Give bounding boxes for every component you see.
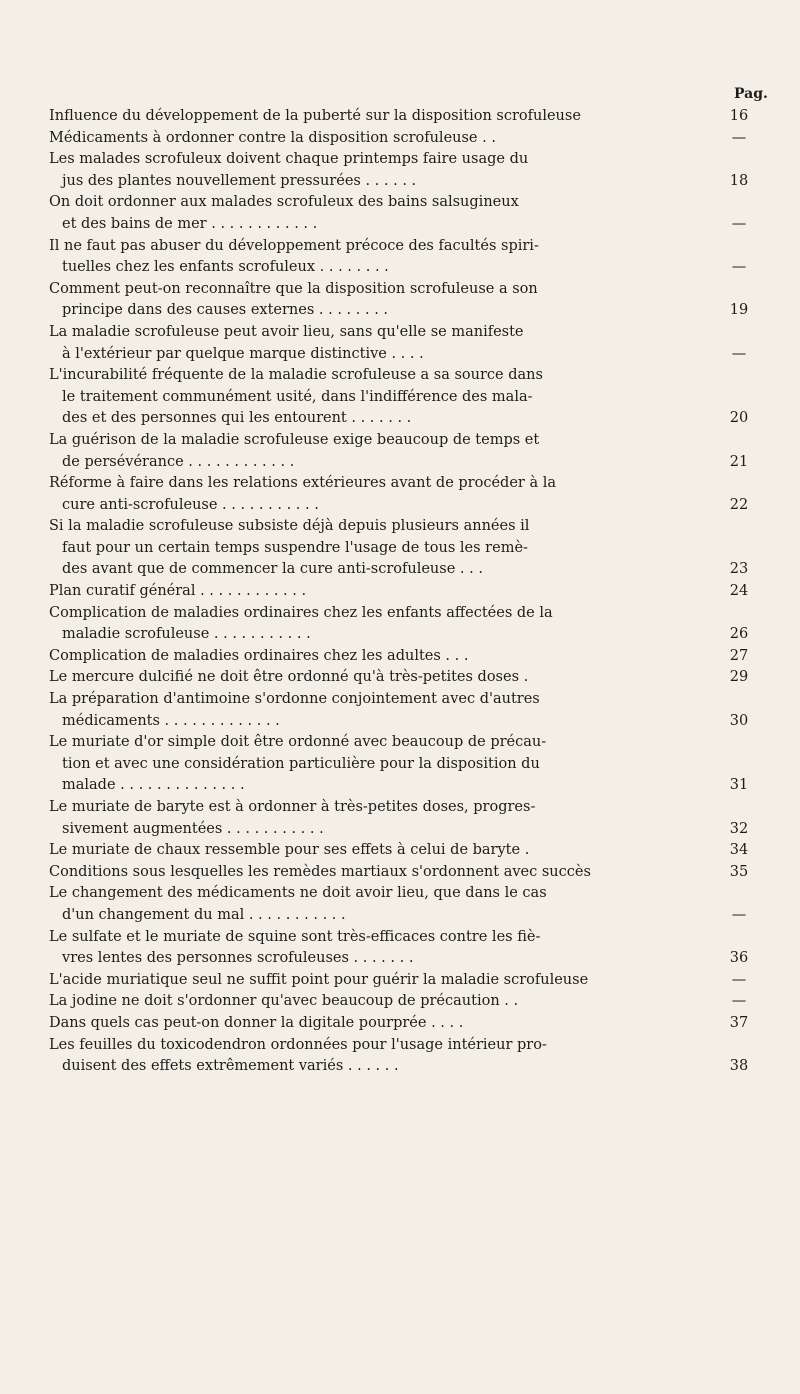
toc-entry xyxy=(0,581,800,603)
toc-entry-page-number: 18 xyxy=(729,172,749,189)
toc-entry-page-number: — xyxy=(731,906,747,923)
toc-entry-page-number: 36 xyxy=(729,950,749,967)
toc-entry-page-number: 35 xyxy=(729,863,749,880)
toc-entry-line: Le muriate de baryte est à ordonner à très-petites doses, progres- xyxy=(49,799,536,815)
toc-entry xyxy=(0,862,800,884)
toc-entry-page-number: 32 xyxy=(729,820,749,837)
toc-entry-line: Les feuilles du toxicodendron ordonnées pour l'usage intérieur pro- xyxy=(49,1036,547,1053)
toc-entry xyxy=(0,927,800,970)
toc-entry-line: La jodine ne doit s'ordonner qu'avec beaucoup de précaution . . xyxy=(49,993,519,1010)
toc-entry xyxy=(0,236,800,279)
toc-entry-line: d'un changement du mal . . . . . . . . . . . xyxy=(62,906,346,923)
toc-entry-page-number: 26 xyxy=(729,626,749,643)
toc-entry-page-number: — xyxy=(731,215,747,232)
toc-entry-text xyxy=(0,279,709,322)
toc-entry xyxy=(0,473,800,516)
toc-entry-text xyxy=(0,365,709,430)
toc-entry-line: le traitement communément usité, dans l'indifférence des mala- xyxy=(62,388,533,405)
toc-entry-text xyxy=(0,236,709,279)
toc-entry xyxy=(0,106,800,128)
toc-entry-text xyxy=(0,991,709,1013)
toc-entry xyxy=(0,430,800,473)
toc-entry-page-number: — xyxy=(731,971,747,988)
toc-entry-text xyxy=(0,883,709,926)
toc-entry xyxy=(0,516,800,581)
toc-entry-line: Plan curatif général . . . . . . . . . . . . xyxy=(49,583,307,600)
toc-entry xyxy=(0,646,800,668)
toc-entry-text xyxy=(0,689,709,732)
toc-entry xyxy=(0,797,800,840)
toc-entry-page-number: 27 xyxy=(729,647,749,664)
toc-entry-text xyxy=(0,430,709,473)
toc-entry xyxy=(0,365,800,430)
toc-entry-page-number: 22 xyxy=(729,496,749,513)
toc-entry-line: tion et avec une considération particulière pour la disposition du xyxy=(62,755,540,772)
toc-entry-line: Réforme à faire dans les relations extérieures avant de procéder à la xyxy=(49,475,556,492)
toc-entry-text xyxy=(0,322,709,365)
toc-entry-text xyxy=(0,128,709,150)
toc-entry-line: vres lentes des personnes scrofuleuses . . . . . . . xyxy=(62,950,414,967)
toc-entry-text xyxy=(0,927,709,970)
toc-entry-line: et des bains de mer . . . . . . . . . . . . xyxy=(62,215,318,232)
toc-entry-line: La guérison de la maladie scrofuleuse exige beaucoup de temps et xyxy=(49,431,540,448)
toc-entry-line: cure anti-scrofuleuse . . . . . . . . . . . xyxy=(62,496,319,513)
toc-entry-page-number: 24 xyxy=(729,583,749,600)
toc-entry-page-number: 16 xyxy=(729,108,749,124)
table-of-contents xyxy=(0,106,800,1078)
toc-entry-text xyxy=(0,1013,709,1035)
toc-entry-page-number: 21 xyxy=(729,453,749,470)
toc-entry-page-number: 20 xyxy=(729,410,749,427)
toc-entry-line: Il ne faut pas abuser du développement précoce des facultés spiri- xyxy=(49,237,539,254)
toc-entry-line: Comment peut-on reconnaître que la disposition scrofuleuse a son xyxy=(49,280,538,297)
toc-entry xyxy=(0,732,800,797)
toc-entry-page-number: 37 xyxy=(729,1014,749,1031)
toc-entry-text xyxy=(0,473,709,516)
toc-entry-line: malade . . . . . . . . . . . . . . xyxy=(62,777,245,794)
toc-entry-line: La préparation d'antimoine s'ordonne conjointement avec d'autres xyxy=(49,691,540,708)
toc-entry-line: des et des personnes qui les entourent . . . . . . . xyxy=(62,410,412,427)
toc-entry-text xyxy=(0,581,709,603)
toc-entry-line: Le sulfate et le muriate de squine sont très-efficaces contre les fiè- xyxy=(49,928,541,945)
toc-entry-line: L'acide muriatique seul ne suffit point pour guérir la maladie scrofuleuse xyxy=(49,971,589,988)
toc-entry-page-number: 19 xyxy=(729,302,749,319)
toc-entry xyxy=(0,279,800,322)
toc-entry-text xyxy=(0,970,709,992)
toc-entry-line: médicaments . . . . . . . . . . . . . xyxy=(62,712,280,729)
toc-entry-line: jus des plantes nouvellement pressurées . . . . . . xyxy=(62,172,417,189)
toc-entry-text xyxy=(0,603,709,646)
toc-entry-page-number: 30 xyxy=(729,712,749,729)
toc-entry xyxy=(0,603,800,646)
toc-entry xyxy=(0,883,800,926)
toc-entry-page-number: 38 xyxy=(729,1058,749,1075)
toc-entry-line: Le muriate de chaux ressemble pour ses effets à celui de baryte . xyxy=(49,842,530,859)
toc-entry-line: Médicaments à ordonner contre la disposition scrofuleuse . . xyxy=(49,129,496,146)
toc-entry-page-number: — xyxy=(731,259,747,276)
toc-entry-line: à l'extérieur par quelque marque distinctive . . . . xyxy=(62,345,424,362)
toc-entry-line: sivement augmentées . . . . . . . . . . . xyxy=(62,820,324,837)
toc-entry-line: Le muriate d'or simple doit être ordonné avec beaucoup de précau- xyxy=(49,734,547,751)
toc-entry-text xyxy=(0,1035,709,1078)
toc-entry xyxy=(0,689,800,732)
toc-entry-line: La maladie scrofuleuse peut avoir lieu, sans qu'elle se manifeste xyxy=(49,323,524,340)
toc-entry-text xyxy=(0,840,709,862)
toc-entry xyxy=(0,970,800,992)
toc-entry xyxy=(0,991,800,1013)
toc-entry-page-number: — xyxy=(731,129,747,146)
toc-entry-page-number: 31 xyxy=(729,777,749,794)
toc-entry xyxy=(0,128,800,150)
toc-entry-text xyxy=(0,516,709,581)
toc-entry-line: maladie scrofuleuse . . . . . . . . . . . xyxy=(62,626,311,643)
toc-entry-text xyxy=(0,106,709,128)
toc-entry xyxy=(0,840,800,862)
page-column-header: Pag. xyxy=(734,86,768,102)
toc-entry-line: Le changement des médicaments ne doit avoir lieu, que dans le cas xyxy=(49,885,547,902)
toc-entry xyxy=(0,667,800,689)
toc-entry-line: Complication de maladies ordinaires chez les adultes . . . xyxy=(49,647,469,664)
toc-entry-text xyxy=(0,646,709,668)
toc-entry xyxy=(0,192,800,235)
toc-entry-page-number: — xyxy=(731,345,747,362)
toc-entry xyxy=(0,322,800,365)
toc-entry-line: de persévérance . . . . . . . . . . . . xyxy=(62,453,295,470)
toc-entry-line: duisent des effets extrêmement variés . . . . . . xyxy=(62,1058,399,1075)
toc-entry-page-number: 29 xyxy=(729,669,749,686)
toc-entry-line: Si la maladie scrofuleuse subsiste déjà depuis plusieurs années il xyxy=(49,518,530,535)
toc-entry xyxy=(0,1035,800,1078)
toc-entry-line: L'incurabilité fréquente de la maladie scrofuleuse a sa source dans xyxy=(49,367,543,384)
toc-entry-line: Les malades scrofuleux doivent chaque printemps faire usage du xyxy=(49,151,529,168)
toc-entry-line: On doit ordonner aux malades scrofuleux des bains salsugineux xyxy=(49,194,519,211)
toc-entry-text xyxy=(0,192,709,235)
toc-entry-text xyxy=(0,149,709,192)
toc-entry xyxy=(0,149,800,192)
toc-entry-line: faut pour un certain temps suspendre l'usage de tous les remè- xyxy=(62,539,528,556)
toc-entry-text xyxy=(0,667,709,689)
toc-entry-text xyxy=(0,862,709,884)
toc-entry-line: Le mercure dulcifié ne doit être ordonné qu'à très-petites doses . xyxy=(49,669,529,686)
toc-entry xyxy=(0,1013,800,1035)
toc-entry-line: principe dans des causes externes . . . . . . . . xyxy=(62,302,389,319)
toc-entry-text xyxy=(0,732,709,797)
toc-entry-line: Influence du développement de la puberté sur la disposition scrofuleuse xyxy=(49,108,581,124)
toc-entry-line: tuelles chez les enfants scrofuleux . . . . . . . . xyxy=(62,259,389,276)
toc-entry-text xyxy=(0,797,709,840)
toc-entry-line: des avant que de commencer la cure anti-scrofuleuse . . . xyxy=(62,561,483,578)
toc-entry-line: Conditions sous lesquelles les remèdes martiaux s'ordonnent avec succès xyxy=(49,863,591,880)
toc-entry-line: Dans quels cas peut-on donner la digitale pourprée . . . . xyxy=(49,1014,464,1031)
toc-entry-page-number: 34 xyxy=(729,842,749,859)
toc-entry-line: Complication de maladies ordinaires chez les enfants affectées de la xyxy=(49,604,553,621)
toc-entry-page-number: 23 xyxy=(729,561,749,578)
toc-entry-page-number: — xyxy=(731,993,747,1010)
